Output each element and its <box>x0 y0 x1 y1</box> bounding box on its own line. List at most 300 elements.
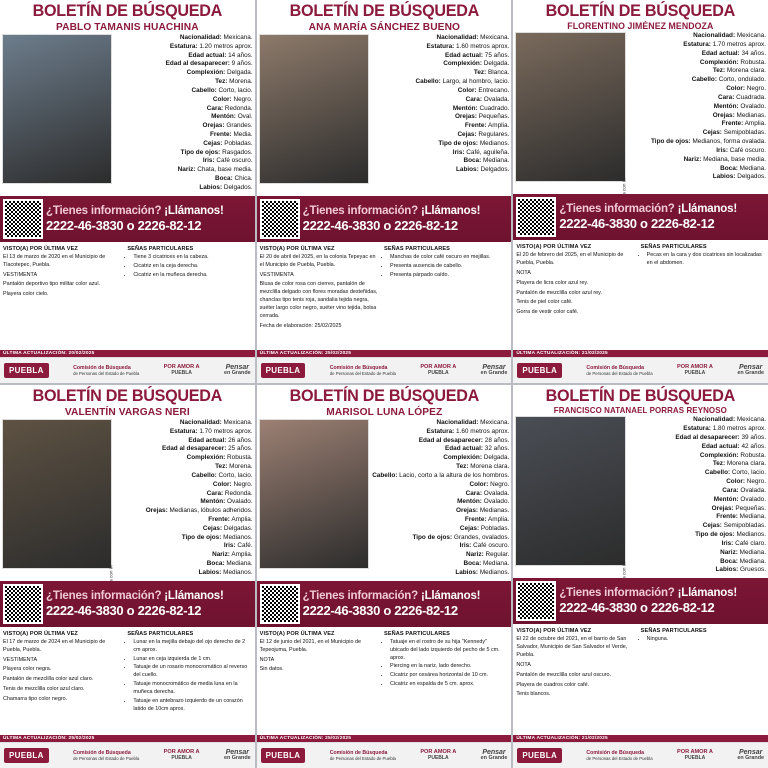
pensar-grande-logo: Pensar en Grande <box>480 749 508 762</box>
data-label: Tipo de ojos: <box>412 533 453 541</box>
poster-footer <box>0 742 255 768</box>
data-label: Cabello: <box>415 78 441 86</box>
data-label: Tez: <box>473 69 487 77</box>
data-label: Edad al desaparecer: <box>418 436 484 444</box>
data-row: Estatura: 1.60 metros aprox. <box>426 42 510 50</box>
contact-question: ¿Tienes información? ¡Llámanos! <box>302 589 481 602</box>
poster-body <box>513 32 768 192</box>
amor-puebla-sub: PUEBLA <box>171 754 192 761</box>
poster-details <box>513 624 768 735</box>
marks-item: • Manchas de color café oscuro en mejillas. <box>390 254 505 262</box>
data-row: Frente: Amplia. <box>464 122 510 130</box>
bulletin-poster <box>0 385 255 768</box>
data-row: Tez: Morena clara. <box>712 67 766 75</box>
poster-header <box>0 385 255 419</box>
pensar-grande-logo: Pensar en Grande <box>480 364 508 377</box>
person-data <box>369 419 509 579</box>
last-seen-text: NOTA <box>259 656 275 663</box>
last-seen-text: Tenis de piel color café. <box>516 299 573 306</box>
marks-item: • Lunar en la mejilla debajo del ojo derecho de 2 cm aprox. <box>133 639 248 655</box>
poster-footer <box>513 742 768 768</box>
data-label: Edad al desaparecer: <box>675 433 740 441</box>
data-row: Frente: Amplia. <box>208 516 253 523</box>
data-label: Labios: <box>456 166 479 174</box>
data-label: Orejas: <box>202 122 225 130</box>
data-label: Cejas: <box>457 131 477 138</box>
data-label: Nacionalidad: <box>179 33 222 41</box>
poster-footer <box>257 357 512 383</box>
poster-body <box>513 416 768 576</box>
data-row: Boca: Mediana. <box>463 560 510 568</box>
person-name: FLORENTINO JIMÉNEZ MENDOZA <box>567 20 714 31</box>
data-row: Estatura: 1.60 metros aprox. <box>426 427 510 435</box>
comision-title: Comisión de Búsqueda <box>73 364 131 371</box>
data-row: Complexión: Delgada. <box>443 454 510 462</box>
amor-puebla-logo: POR AMOR A PUEBLA <box>420 363 457 376</box>
qr-code[interactable] <box>260 199 300 239</box>
poster-title: BOLETÍN DE BÚSQUEDA <box>545 387 736 405</box>
amor-puebla-sub: PUEBLA <box>428 369 449 376</box>
last-seen-text: VESTIMENTA <box>3 271 38 278</box>
contact-question: ¿Tienes información? ¡Llámanos! <box>46 589 224 602</box>
puebla-logo: PUEBLA <box>261 363 306 378</box>
data-row: Nariz: Regular. <box>465 551 510 559</box>
last-seen-text: Tenis de mezclilla color azul claro. <box>3 686 85 693</box>
data-label: Labios: <box>455 568 479 576</box>
data-row: Mentón: Oval. <box>211 113 253 121</box>
data-label: Tez: <box>215 78 228 86</box>
data-row: Mentón: Ovalado. <box>713 102 766 110</box>
data-row: Color: Negro. <box>212 480 253 488</box>
pensar-grande-logo: Pensar en Grande <box>737 364 764 377</box>
data-row: Mentón: Ovalado. <box>457 498 510 506</box>
data-row: Edad actual: 34 años. <box>701 49 766 57</box>
person-name: ANA MARÍA SÁNCHEZ BUENO <box>308 20 460 33</box>
data-row: Tipo de ojos: Medianos. <box>695 531 766 539</box>
data-label: Complexión: <box>443 454 482 462</box>
data-label: Tez: <box>215 463 228 471</box>
data-label: Estatura: <box>169 427 198 435</box>
data-row: Cejas: Regulares. <box>457 131 510 138</box>
data-row: Iris: Café, aguileña. <box>452 148 510 156</box>
data-row: Orejas: Pequeñas. <box>454 113 510 121</box>
data-row: Boca: Mediana. <box>720 164 766 172</box>
contact-question: ¿Tienes información? ¡Llámanos! <box>559 203 737 216</box>
marks-heading: SEÑAS PARTICULARES <box>127 630 194 637</box>
data-row: Boca: Mediana. <box>463 157 510 165</box>
contact-text <box>556 203 768 231</box>
poster-details <box>0 627 255 735</box>
person-data <box>112 34 252 194</box>
poster-header <box>513 0 768 32</box>
data-row: Labios: Delgados. <box>712 173 766 181</box>
data-label: Labios: <box>712 173 736 181</box>
marks-item: • Cicatriz por cesárea horizontal de 10 cm. <box>390 672 505 680</box>
contact-question: ¿Tienes información? ¡Llámanos! <box>302 204 481 217</box>
poster-title: BOLETÍN DE BÚSQUEDA <box>289 2 479 20</box>
last-seen-text: El 12 de junio del 2021, en el Municipio de Tepeojuma, Puebla. <box>259 639 361 653</box>
data-row: Iris: Café claro. <box>721 539 766 547</box>
data-label: Mentón: <box>713 102 739 110</box>
bulletin-poster <box>257 385 512 768</box>
marks-item: • Presenta ausencia de cabello. <box>390 263 505 271</box>
person-data <box>626 416 766 576</box>
data-label: Cejas: <box>203 139 223 147</box>
last-seen-text: Pantalón de mezclilla color azul claro. <box>3 676 94 683</box>
data-label: Frente: <box>208 516 230 523</box>
marks-item: • Cicatriz en la muñeca derecha. <box>133 272 248 280</box>
poster-footer <box>257 742 512 768</box>
data-label: Iris: <box>452 148 465 156</box>
puebla-logo: PUEBLA <box>261 748 306 763</box>
amor-puebla-sub: PUEBLA <box>684 754 706 761</box>
bulletin-poster <box>513 385 768 768</box>
contact-text <box>300 590 512 618</box>
data-label: Cara: <box>206 104 224 112</box>
last-seen-column <box>3 630 127 735</box>
marks-item: • Tatuaje de un rosario monocromático al reverso del cuello. <box>133 664 248 680</box>
photo-wrapper <box>515 416 625 576</box>
data-label: Orejas: <box>712 111 735 119</box>
data-label: Cara: <box>206 489 224 497</box>
marks-column <box>384 245 508 350</box>
amor-puebla-logo: POR AMOR A PUEBLA <box>676 748 713 761</box>
poster-body <box>257 419 512 579</box>
data-label: Frente: <box>716 513 738 521</box>
data-row: Cara: Redonda. <box>206 104 253 112</box>
data-label: Orejas: <box>711 504 734 512</box>
marks-item: • Cicatriz en espalda de 5 cm. aprox. <box>390 681 505 689</box>
data-row: Boca: Mediana. <box>206 560 253 568</box>
data-row: Cara: Ovalada. <box>465 489 510 497</box>
pensar-grande-sub: en Grande <box>737 755 764 762</box>
data-label: Tipo de ojos: <box>181 533 222 541</box>
marks-item: • Tiene 3 cicatrices en la cabeza. <box>133 254 248 262</box>
data-row: Cejas: Pobladas. <box>203 139 253 147</box>
data-label: Complexión: <box>443 60 482 68</box>
data-label: Boca: <box>720 164 738 172</box>
amor-puebla-logo: POR AMOR A PUEBLA <box>163 748 200 761</box>
marks-item: • Ninguna. <box>647 636 762 644</box>
data-label: Edad actual: <box>701 442 740 450</box>
marks-item: • Cicatriz en la ceja derecha. <box>133 263 248 271</box>
last-seen-column <box>516 627 640 735</box>
person-name: PABLO TAMANIS HUACHINA <box>56 20 199 33</box>
data-row: Cabello: Corto, lacio. <box>191 471 253 479</box>
data-row: Nacionalidad: Mexicana. <box>436 418 510 426</box>
data-label: Edad actual: <box>445 51 484 59</box>
data-label: Edad al desaparecer: <box>162 445 227 453</box>
data-row: Tez: Blanca. <box>473 69 510 77</box>
data-label: Tipo de ojos: <box>695 531 735 539</box>
last-seen-text: Fecha de elaboración: 25/02/2025 <box>259 322 342 329</box>
person-photo <box>515 32 625 182</box>
data-label: Frente: <box>721 120 744 128</box>
last-seen-text: NOTA <box>516 269 531 276</box>
data-row: Edad actual: 26 años. <box>188 436 253 444</box>
data-row: Iris: Café oscuro. <box>459 542 510 550</box>
data-label: Nacionalidad: <box>436 418 479 426</box>
data-label: Boca: <box>463 157 482 165</box>
person-data <box>369 34 509 194</box>
data-label: Tipo de ojos: <box>438 139 479 147</box>
last-seen-heading: VISTO(A) POR ÚLTIMA VEZ <box>3 630 78 637</box>
data-row: Edad actual: 14 años. <box>188 51 253 59</box>
data-row: Labios: Delgados. <box>199 183 253 191</box>
contact-band <box>513 194 768 240</box>
last-updated: ÚLTIMA ACTUALIZACIÓN: 21/02/2025 <box>513 735 768 742</box>
qr-code[interactable] <box>516 581 556 621</box>
last-seen-text: El 17 de marzo de 2024 en el Municipio de Puebla, Puebla. <box>3 639 106 653</box>
data-label: Cejas: <box>459 524 480 532</box>
marks-column <box>641 243 765 350</box>
last-updated: ÚLTIMA ACTUALIZACIÓN: 25/02/2025 <box>257 350 512 357</box>
data-label: Estatura: <box>683 41 711 48</box>
data-label: Tez: <box>456 463 469 471</box>
data-row: Edad actual: 32 años. <box>445 445 510 453</box>
qr-code[interactable] <box>3 199 43 239</box>
data-row: Edad actual: 75 años. <box>445 51 510 59</box>
data-label: Frente: <box>210 131 232 138</box>
data-label: Color: <box>726 478 746 486</box>
data-row: Orejas: Medianas. <box>712 111 766 119</box>
data-row: Cejas: Pobladas. <box>459 524 510 532</box>
data-row: Nacionalidad: Mexicana. <box>693 416 766 424</box>
data-row: Estatura: 1.70 metros aprox. <box>683 41 766 48</box>
last-seen-text: NOTA <box>516 661 531 668</box>
pensar-grande-sub: en Grande <box>223 755 251 762</box>
pensar-grande-sub: en Grande <box>480 755 508 762</box>
contact-phone[interactable]: 2222-46-3830 o 2226-82-12 <box>559 600 715 616</box>
data-label: Boca: <box>463 560 482 568</box>
data-row: Boca: Mediana. <box>720 557 766 565</box>
qr-code[interactable] <box>3 584 43 624</box>
qr-code[interactable] <box>260 584 300 624</box>
data-label: Labios: <box>198 568 222 576</box>
last-updated: ÚLTIMA ACTUALIZACIÓN: 25/02/2025 <box>257 735 512 742</box>
data-row: Complexión: Delgada. <box>186 69 253 77</box>
data-row: Tipo de ojos: Medianos. <box>181 533 253 541</box>
data-row: Orejas: Grandes. <box>202 122 253 130</box>
data-label: Orejas: <box>145 507 168 515</box>
amor-puebla-logo: POR AMOR A PUEBLA <box>676 363 713 376</box>
data-label: Cabello: <box>691 76 717 84</box>
marks-heading: SEÑAS PARTICULARES <box>640 628 707 635</box>
poster-footer <box>0 357 255 383</box>
last-seen-text: Gorra de vestir color café. <box>516 309 579 316</box>
photo-wrapper <box>2 34 112 194</box>
pensar-grande-logo: Pensar en Grande <box>223 749 251 762</box>
marks-item: • Piercing en la nariz, lado derecho. <box>390 663 505 671</box>
data-row: Cejas: Delgadas. <box>202 524 253 532</box>
puebla-logo: PUEBLA <box>4 748 49 763</box>
last-updated: ÚLTIMA ACTUALIZACIÓN: 21/02/2025 <box>513 350 768 357</box>
data-row: Estatura: 1.70 metros aprox. <box>169 427 253 435</box>
data-row: Cabello: Corto, ondulado. <box>691 76 766 84</box>
data-label: Boca: <box>720 557 738 565</box>
data-row: Tez: Morena. <box>215 463 253 471</box>
data-row: Edad al desaparecer: 28 años. <box>418 436 510 444</box>
comision-title: Comisión de Búsqueda <box>329 749 388 756</box>
photo-wrapper <box>515 32 625 192</box>
data-row: Nariz: Amplia. <box>212 551 253 559</box>
data-row: Tipo de ojos: Rasgados. <box>180 148 253 156</box>
marks-column <box>127 245 251 350</box>
poster-body <box>0 34 255 194</box>
data-row: Edad al desaparecer: 39 años. <box>675 433 766 441</box>
last-seen-column <box>3 245 127 350</box>
bulletin-poster <box>0 0 255 383</box>
data-label: Boca: <box>206 560 225 568</box>
last-seen-text: El 20 de abril del 2025, en la colonia Tepeyac en el Municipio de Puebla, Puebla. <box>259 254 376 268</box>
bulletin-poster <box>513 0 768 383</box>
last-seen-text: El 13 de marzo de 2020 en el Municipio de Tlacotepec, Puebla. <box>3 254 106 268</box>
contact-phone[interactable]: 2222-46-3830 o 2226-82-12 <box>46 602 202 618</box>
data-row: Color: Negro. <box>726 85 766 93</box>
poster-details <box>257 242 512 350</box>
comision-logo: Comisión de Búsqueda de Personas del Estado de Puebla <box>73 749 140 762</box>
contact-phone[interactable]: 2222-46-3830 o 2226-82-12 <box>559 216 715 232</box>
person-photo <box>259 419 369 569</box>
data-row: Nariz: Mediana, base media. <box>683 155 766 163</box>
last-seen-text: El 20 de febrero del 2025, en el Municipio de Puebla, Puebla. <box>516 252 624 267</box>
poster-details <box>0 242 255 350</box>
last-seen-text: VESTIMENTA <box>259 271 294 278</box>
last-seen-heading: VISTO(A) POR ÚLTIMA VEZ <box>516 244 592 251</box>
data-row: Cara: Redonda. <box>206 489 253 497</box>
poster-title: BOLETÍN DE BÚSQUEDA <box>289 387 479 405</box>
person-data <box>112 419 252 579</box>
data-label: Complexión: <box>699 58 739 66</box>
data-label: Cabello: <box>191 471 217 479</box>
contact-phone[interactable]: 2222-46-3830 o 2226-82-12 <box>46 217 202 233</box>
photo-wrapper <box>259 34 369 194</box>
contact-phone[interactable]: 2222-46-3830 o 2226-82-12 <box>302 602 458 618</box>
data-row: Nariz: Mediana. <box>720 548 766 556</box>
data-label: Orejas: <box>454 113 477 121</box>
data-label: Mentón: <box>713 495 739 503</box>
data-label: Labios: <box>199 183 223 191</box>
data-row: Labios: Delgados. <box>456 166 510 174</box>
data-row: Cabello: Largo, al hombro, lacio. <box>415 78 510 86</box>
contact-phone[interactable]: 2222-46-3830 o 2226-82-12 <box>302 217 458 233</box>
data-label: Color: <box>212 95 232 103</box>
last-seen-column <box>260 630 384 735</box>
person-photo <box>2 419 112 569</box>
data-label: Cara: <box>465 489 482 497</box>
marks-heading: SEÑAS PARTICULARES <box>127 245 194 252</box>
marks-heading: SEÑAS PARTICULARES <box>640 244 707 251</box>
puebla-logo: PUEBLA <box>4 363 49 378</box>
person-photo <box>2 34 112 184</box>
person-name: VALENTÍN VARGAS NERI <box>64 405 190 418</box>
last-seen-text: Playera color negra. <box>3 666 52 673</box>
comision-logo: Comisión de Búsqueda de Personas del Estado de Puebla <box>73 364 140 377</box>
comision-logo: Comisión de Búsqueda de Personas del Estado de Puebla <box>586 364 653 377</box>
bulletin-poster <box>257 0 512 383</box>
data-row: Orejas: Medianas, lóbulos adheridos. <box>145 507 253 515</box>
data-label: Mentón: <box>457 498 482 506</box>
last-seen-text: Pantalón de mezclilla color azul oscuro. <box>516 671 612 678</box>
contact-band <box>513 578 768 624</box>
data-row: Edad al desaparecer: 25 años. <box>162 445 253 453</box>
data-label: Iris: <box>716 146 728 154</box>
data-label: Iris: <box>202 157 215 165</box>
data-label: Edad actual: <box>188 51 227 59</box>
poster-header <box>513 385 768 416</box>
data-row: Cabello: Corto, lacio. <box>704 469 766 477</box>
data-label: Cabello: <box>372 471 398 479</box>
data-row: Tipo de ojos: Medianos, forma ovalada. <box>651 138 766 146</box>
poster-details <box>257 627 512 735</box>
data-row: Cabello: Lacio, corto a la altura de los hombros. <box>372 471 510 479</box>
data-row: Iris: Café oscuro. <box>202 157 253 165</box>
data-row: Color: Negro. <box>469 480 510 488</box>
data-row: Frente: Mediana. <box>716 513 766 521</box>
last-updated: ÚLTIMA ACTUALIZACIÓN: 20/02/2025 <box>0 350 255 357</box>
contact-text <box>556 587 768 615</box>
marks-item: • Lunar en ceja izquierda de 1 cm. <box>133 656 248 664</box>
last-seen-text: Playera color cielo. <box>3 291 49 298</box>
person-name: FRANCISCO NATANAEL PORRAS REYNOSO <box>554 405 728 415</box>
data-label: Color: <box>469 480 489 488</box>
data-row: Cejas: Semipobladas. <box>702 522 766 530</box>
data-row: Nacionalidad: Mexicana. <box>179 33 253 41</box>
data-label: Nacionalidad: <box>436 33 479 41</box>
data-row: Cejas: Semipobladas. <box>702 129 766 137</box>
data-label: Complexión: <box>186 454 226 462</box>
last-seen-text: Chamarra tipo color negro. <box>3 695 68 702</box>
amor-puebla-sub: PUEBLA <box>428 754 449 761</box>
marks-list <box>641 252 762 268</box>
qr-code[interactable] <box>516 197 556 237</box>
data-label: Tipo de ojos: <box>180 148 221 156</box>
data-label: Cejas: <box>702 129 722 137</box>
contact-text <box>300 205 512 233</box>
data-label: Color: <box>457 86 477 94</box>
marks-column <box>384 630 508 735</box>
data-row: Mentón: Cuadrado. <box>452 104 510 112</box>
data-label: Estatura: <box>169 42 198 50</box>
last-seen-text: Playera de licra color azul rey. <box>516 279 589 286</box>
data-label: Edad actual: <box>701 49 740 57</box>
marks-list <box>641 636 762 644</box>
data-row: Nacionalidad: Mexicana. <box>436 33 510 41</box>
poster-details <box>513 240 768 350</box>
amor-puebla-logo: POR AMOR A PUEBLA <box>420 748 457 761</box>
data-row: Complexión: Delgada. <box>443 60 510 68</box>
last-seen-column <box>516 243 640 350</box>
amor-puebla-sub: PUEBLA <box>171 369 192 376</box>
data-label: Edad actual: <box>445 445 484 453</box>
data-row: Color: Negro. <box>726 478 766 486</box>
person-photo <box>259 34 369 184</box>
data-label: Iris: <box>721 539 734 547</box>
person-name: MARISOL LUNA LÓPEZ <box>325 405 443 418</box>
last-seen-heading: VISTO(A) POR ÚLTIMA VEZ <box>259 630 335 637</box>
last-seen-heading: VISTO(A) POR ÚLTIMA VEZ <box>3 245 78 252</box>
data-row: Color: Entrecano. <box>457 86 510 94</box>
data-row: Frente: Media. <box>210 131 253 138</box>
data-row: Cara: Cuadrada. <box>718 93 766 101</box>
marks-list <box>384 254 505 279</box>
contact-band <box>0 581 255 627</box>
data-label: Edad al desaparecer: <box>165 60 230 68</box>
poster-title: BOLETÍN DE BÚSQUEDA <box>32 2 223 20</box>
marks-list <box>127 254 248 279</box>
contact-band <box>0 196 255 242</box>
poster-title: BOLETÍN DE BÚSQUEDA <box>32 387 223 405</box>
